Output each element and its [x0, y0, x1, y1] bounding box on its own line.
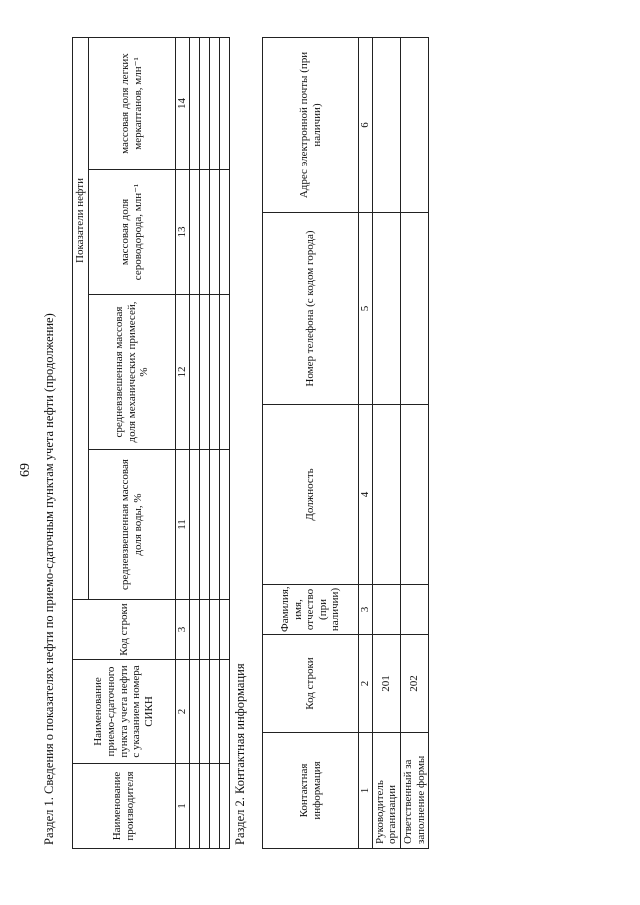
empty-cell	[209, 600, 219, 660]
contact-info-table	[262, 37, 429, 849]
empty-cell	[189, 295, 199, 450]
empty-cell	[189, 600, 199, 660]
col-number: 3	[176, 600, 190, 660]
empty-cell	[189, 170, 199, 295]
row-code: 201	[372, 635, 400, 733]
header-fio: Фамилия, имя, отчество (при наличии)	[263, 585, 359, 635]
col-number: 1	[176, 764, 190, 849]
section2-title: Раздел 2. Контактная информация	[233, 663, 247, 845]
empty-cell	[219, 660, 229, 764]
table-row	[189, 38, 199, 849]
empty-cell	[209, 450, 219, 600]
col-number: 1	[359, 733, 373, 849]
empty-cell	[209, 170, 219, 295]
empty-cell	[209, 38, 219, 170]
col-number: 12	[176, 295, 190, 450]
header-code: Код строки	[263, 635, 359, 733]
table-row	[219, 38, 229, 849]
header-indicators: Показатели нефти	[73, 38, 89, 600]
empty-cell	[219, 450, 229, 600]
empty-cell	[189, 450, 199, 600]
empty-cell	[199, 295, 209, 450]
empty-cell	[199, 38, 209, 170]
empty-cell	[209, 660, 219, 764]
table-row	[372, 38, 400, 849]
col-number: 2	[359, 635, 373, 733]
empty-cell	[189, 764, 199, 849]
header-h2s: массовая доля сероводорода, млн⁻¹	[88, 170, 175, 295]
empty-cell	[189, 660, 199, 764]
empty-cell	[219, 170, 229, 295]
col-number: 4	[359, 405, 373, 585]
empty-cell	[209, 295, 219, 450]
row-code: 202	[400, 635, 428, 733]
oil-indicators-table	[72, 37, 230, 849]
table-row	[199, 38, 209, 849]
empty-cell	[372, 585, 400, 635]
col-number: 5	[359, 213, 373, 405]
empty-cell	[400, 38, 428, 213]
empty-cell	[199, 660, 209, 764]
empty-cell	[219, 295, 229, 450]
empty-cell	[189, 38, 199, 170]
header-mercaptans: массовая доля легких меркаптанов, млн⁻¹	[88, 38, 175, 170]
header-point: Наименование приемо-сдаточного пункта учета нефти с указанием номера СИКН	[73, 660, 176, 764]
header-contact: Контактная информация	[263, 733, 359, 849]
col-number: 2	[176, 660, 190, 764]
empty-cell	[219, 764, 229, 849]
empty-cell	[400, 585, 428, 635]
section1-title: Раздел 1. Сведения о показателях нефти по приемо-сдаточным пунктам учета нефти (продолжение)	[42, 313, 56, 845]
header-producer: Наименование производителя	[73, 764, 176, 849]
col-number: 11	[176, 450, 190, 600]
col-number: 13	[176, 170, 190, 295]
table-row	[400, 38, 428, 849]
col-number: 6	[359, 38, 373, 213]
header-phone: Номер телефона (с кодом города)	[263, 213, 359, 405]
empty-cell	[219, 600, 229, 660]
empty-cell	[400, 405, 428, 585]
header-water: средневзвешенная массовая доля воды, %	[88, 450, 175, 600]
row-label: Руководитель организации	[372, 733, 400, 849]
empty-cell	[199, 450, 209, 600]
empty-cell	[400, 213, 428, 405]
empty-cell	[199, 600, 209, 660]
empty-cell	[199, 170, 209, 295]
table-row	[209, 38, 219, 849]
empty-cell	[209, 764, 219, 849]
col-number: 3	[359, 585, 373, 635]
header-position: Должность	[263, 405, 359, 585]
row-label: Ответственный за заполнение формы	[400, 733, 428, 849]
header-code: Код строки	[73, 600, 176, 660]
empty-cell	[372, 213, 400, 405]
col-number: 14	[176, 38, 190, 170]
empty-cell	[372, 38, 400, 213]
empty-cell	[372, 405, 400, 585]
empty-cell	[219, 38, 229, 170]
empty-cell	[199, 764, 209, 849]
header-email: Адрес электронной почты (при наличии)	[263, 38, 359, 213]
header-impurities: средневзвешенная массовая доля механических примесей, %	[88, 295, 175, 450]
page-number: 69	[18, 463, 33, 477]
